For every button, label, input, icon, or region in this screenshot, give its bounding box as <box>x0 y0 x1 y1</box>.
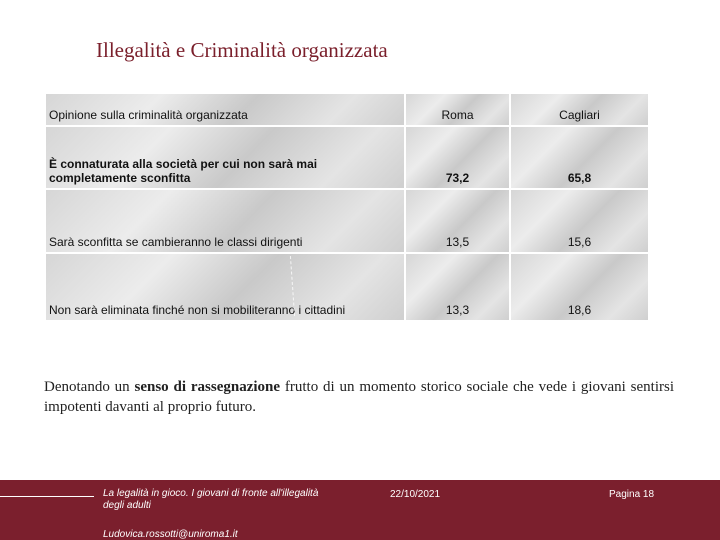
row-label-cell <box>46 254 406 320</box>
row-cagliari-cell <box>511 190 648 254</box>
paragraph-emphasis: senso di rassegnazione <box>134 379 281 395</box>
footer-presentation-title: La legalità in gioco. I giovani di fronte all'illegalità degli adulti <box>103 488 319 511</box>
footer-divider <box>0 496 94 497</box>
header-cagliari: Cagliari <box>559 108 600 122</box>
row-label: È connaturata alla società per cui non sarà mai completamente sconfitta <box>49 157 318 185</box>
table-row <box>46 127 648 190</box>
header-label: Opinione sulla criminalità organizzata <box>49 108 248 122</box>
row-cagliari-cell <box>511 127 648 190</box>
row-cagliari-value: 18,6 <box>567 303 592 317</box>
row-roma-value: 13,5 <box>445 235 470 249</box>
table-row <box>46 190 648 254</box>
table-header-row <box>46 94 648 127</box>
footer-email: Ludovica.rossotti@uniroma1.it <box>103 529 238 540</box>
row-label-cell <box>46 127 406 190</box>
row-roma-value: 13,3 <box>445 303 470 317</box>
row-label: Sarà sconfitta se cambieranno le classi dirigenti <box>49 235 303 249</box>
header-roma: Roma <box>441 108 474 122</box>
row-roma-cell <box>406 190 511 254</box>
row-cagliari-value: 65,8 <box>567 171 592 185</box>
opinion-table <box>46 94 648 320</box>
row-roma-cell <box>406 254 511 320</box>
row-roma-cell <box>406 127 511 190</box>
footer-date: 22/10/2021 <box>390 489 441 500</box>
paragraph-text-before: Denotando un <box>44 379 135 395</box>
header-cell-roma <box>406 94 511 127</box>
row-cagliari-cell <box>511 254 648 320</box>
row-label: Non sarà eliminata finché non si mobiliteranno i cittadini <box>49 303 346 317</box>
row-roma-value: 73,2 <box>445 171 470 185</box>
header-cell-label <box>46 94 406 127</box>
header-cell-cagliari <box>511 94 648 127</box>
paragraph-text-after: frutto di un momento storico sociale che vede i giovani sentirsi impotenti davanti al proprio futuro. <box>44 379 674 415</box>
row-label-cell <box>46 190 406 254</box>
row-cagliari-value: 15,6 <box>567 235 592 249</box>
footer-page-number: Pagina 18 <box>609 489 655 500</box>
slide-title: Illegalità e Criminalità organizzata <box>96 38 388 62</box>
commentary-paragraph <box>44 377 674 417</box>
table-row <box>46 254 648 320</box>
